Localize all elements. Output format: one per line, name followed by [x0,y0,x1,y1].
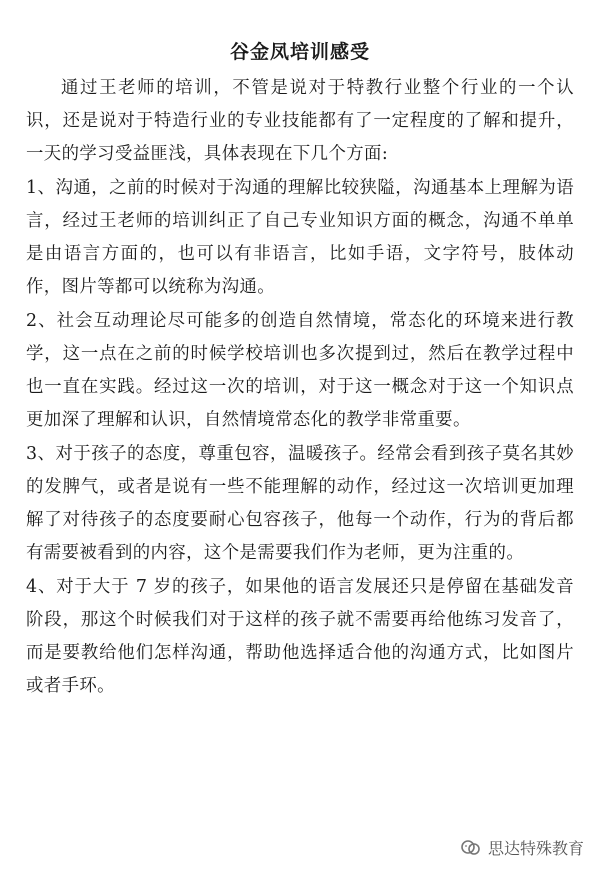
watermark [456,834,588,861]
point-1-paragraph: 1、沟通，之前的时候对于沟通的理解比较狭隘，沟通基本上理解为语言，经过王老师的培训纠正了自己专业知识方面的概念，沟通不单单是由语言方面的，也可以有非语言，比如手语，文字符号，肢体动作，图片等都可以统称为沟通。 [26,178,574,297]
point-2-paragraph: 2、社会互动理论尽可能多的创造自然情境，常态化的环境来进行教学，这一点在之前的时候学校培训也多次提到过，然后在教学过程中也一直在实践。经过这一次的培训，对于这一概念对于这一个知识点更加深了理解和认识，自然情境常态化的教学非常重要。 [26,311,574,430]
point-3-paragraph: 3、对于孩子的态度，尊重包容，温暖孩子。经常会看到孩子莫名其妙的发脾气，或者是说有一些不能理解的动作，经过这一次培训更加理解了对待孩子的态度要耐心包容孩子，他每一个动作，行为的背后都有需要被看到的内容，这个是需要我们作为老师，更为注重的。 [26,444,574,563]
point-4-paragraph: 4、对于大于 7 岁的孩子，如果他的语言发展还只是停留在基础发音阶段，那这个时候我们对于这样的孩子就不需要再给他练习发音了，而是要教给他们怎样沟通，帮助他选择适合他的沟通方式，比如图片或者手环。 [26,577,574,696]
document-title: 谷金凤培训感受 [229,41,370,63]
watermark-text: 思达特殊教育 [487,839,584,858]
intro-paragraph: 通过王老师的培训，不管是说对于特教行业整个行业的一个认识，还是说对于特造行业的专业技能都有了一定程度的了解和提升，一天的学习受益匪浅，具体表现在下几个方面: [26,78,574,164]
wechat-channel-icon [460,839,482,857]
